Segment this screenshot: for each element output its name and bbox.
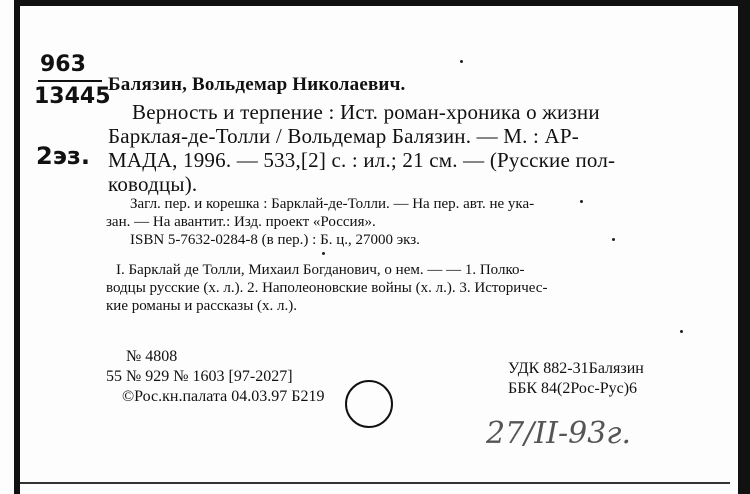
record-number: № 4808	[126, 348, 178, 365]
tracing-line-1: I. Барклай де Толли, Михаил Богданович, о нем. — — 1. Полко-	[116, 262, 525, 278]
scan-speck	[580, 200, 583, 203]
description-line-2: Барклая-де-Толли / Вольдемар Балязин. — М. : АР-	[108, 124, 579, 148]
scan-speck	[612, 238, 615, 241]
udk-code: УДК 882-31Балязин	[508, 360, 644, 377]
isbn-line: ISBN 5-7632-0284-8 (в пер.) : Б. ц., 27000 экз.	[130, 232, 420, 248]
card-right-edge	[738, 0, 750, 494]
copies-note: 2эз.	[36, 142, 90, 170]
handwritten-date: 27/II-93г.	[486, 416, 631, 451]
card-bottom-edge	[20, 482, 730, 484]
shelf-mark-code: 963	[40, 52, 86, 77]
description-line-1: Верность и терпение : Ист. роман-хроника о жизни	[132, 100, 600, 124]
author-heading: Балязин, Вольдемар Николаевич.	[108, 74, 406, 95]
card-left-edge	[14, 0, 20, 494]
notes-line-2: зан. — На авантит.: Изд. проект «Россия».	[106, 214, 376, 230]
tracing-line-3: кие романы и рассказы (х. л.).	[106, 298, 298, 314]
scan-speck	[680, 330, 683, 333]
notes-line-1: Загл. пер. и корешка : Барклай-де-Толли. — На пер. авт. не ука-	[130, 196, 535, 212]
card-punch-hole	[345, 380, 393, 428]
bbk-code: ББК 84(2Рос-Рус)6	[508, 380, 638, 397]
chamber-stamp: ©Рос.кн.палата 04.03.97 Б219	[122, 388, 325, 405]
description-line-3: МАДА, 1996. — 533,[2] с. : ил.; 21 см. — (Русские пол-	[108, 148, 616, 172]
card-top-edge	[14, 0, 750, 6]
shelf-mark-number: 13445	[34, 84, 111, 109]
description-line-4: ководцы).	[108, 172, 198, 196]
card-numbers: 55 № 929 № 1603 [97-2027]	[106, 368, 293, 385]
scan-speck	[460, 60, 463, 63]
shelf-mark-underline	[38, 80, 102, 82]
tracing-line-2: водцы русские (х. л.). 2. Наполеоновские войны (х. л.). 3. Историчес-	[106, 280, 548, 296]
scan-speck	[322, 252, 325, 255]
